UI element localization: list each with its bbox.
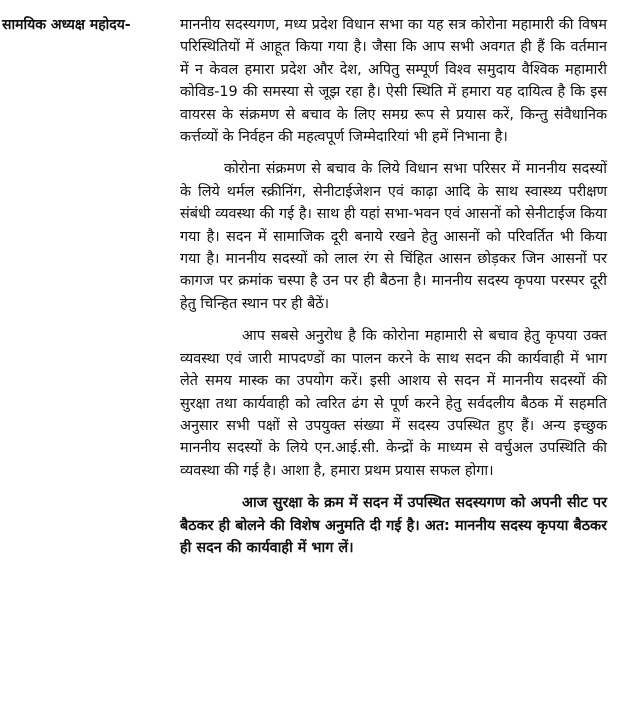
speaker-label: सामयिक अध्यक्ष महोदय-	[2, 17, 131, 33]
paragraph-4: आज सुरक्षा के क्रम में सदन में उपस्थित सदस्यगण को अपनी सीट पर बैठकर ही बोलने की विशेष अनुमति दी गई है। अत: माननीय सदस्य कृपया बैठकर ही सदन की कार्यवाही में भाग लें।	[180, 495, 607, 556]
paragraph-1: माननीय सदस्यगण, मध्य प्रदेश विधान सभा का यह सत्र कोरोना महामारी की विषम परिस्थितियों में आहूत किया गया है। जैसा कि आप सभी अवगत ही हैं कि वर्तमान में न केवल हमारा प्रदेश और देश, अपितु सम्पूर्ण विश्व समुदाय वैश्विक महामारी कोविड-19 की समस्या से जूझ रहा है। ऐसी स्थिति में हमारा यह दायित्व है कि इस वायरस के संक्रमण से बचाव के लिए समग्र रूप से प्रयास करें, किन्तु संवैधानिक कर्त्तव्यों के निर्वहन की महत्वपूर्ण जिम्मेदारियां भी हमें निभाना है।	[180, 17, 607, 146]
paragraph-2: कोरोना संक्रमण से बचाव के लिये विधान सभा परिसर में माननीय सदस्यों के लिये थर्मल स्क्रीनिंग, सेनीटाईजेशन एवं काढ़ा आदि के साथ स्वास्थ्य परीक्षण संबंधी व्यवस्था की गई है। साथ ही यहां सभा-भवन एवं आसनों को सेनीटाईज किया गया है। सदन में सामाजिक दूरी बनाये रखने हेतु आसनों को परिवर्तित भी किया गया है। माननीय सदस्यों को लाल रंग से चिंहित आसन छोड़कर जिन आसनों पर कागज पर क्रमांक चस्पा है उन पर ही बैठना है। माननीय सदस्य कृपया परस्पर दूरी हेतु चिन्हित स्थान पर ही बैठें।	[180, 161, 607, 312]
speech-body	[180, 14, 607, 559]
paragraph-3: आप सबसे अनुरोध है कि कोरोना महामारी से बचाव हेतु कृपया उक्त व्यवस्था एवं जारी मापदण्डों का पालन करने के साथ सदन की कार्यवाही में भाग लेते समय मास्क का उपयोग करें। इसी आशय से सदन में माननीय सदस्यों की सुरक्षा तथा कार्यवाही को त्वरित ढंग से पूर्ण करने हेतु सर्वदलीय बैठक में सहमति अनुसार सभी पक्षों से उपयुक्त संख्या में सदस्य उपस्थित हुए हैं। अन्य इच्छुक माननीय सदस्यों के लिये एन.आई.सी. केन्द्रों के माध्यम से वर्चुअल उपस्थिति की व्यवस्था की गई है। आशा है, हमारा प्रथम प्रयास सफल होगा।	[180, 328, 607, 479]
